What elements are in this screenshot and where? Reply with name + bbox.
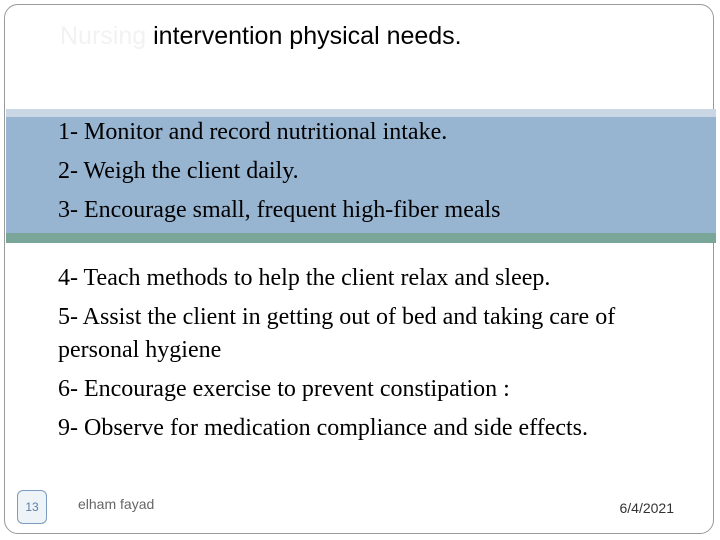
highlight-band-bottom-stripe	[6, 233, 716, 243]
list-item: 1- Monitor and record nutritional intake.	[58, 119, 448, 145]
list-item: 9- Observe for medication compliance and side effects.	[58, 415, 589, 441]
list-item: 3- Encourage small, frequent high-fiber meals	[58, 197, 501, 223]
highlighted-interventions-list	[58, 113, 501, 230]
title-prefix: Nursing	[60, 22, 147, 50]
slide-title	[60, 22, 462, 62]
list-item: 4- Teach methods to help the client relax and sleep.	[58, 265, 551, 291]
list-item: 2- Weigh the client daily.	[58, 158, 299, 184]
interventions-list	[58, 262, 688, 451]
list-item: 5- Assist the client in getting out of bed and taking care of personal hygiene	[58, 304, 616, 363]
slide-date: 6/4/2021	[619, 500, 674, 516]
list-item: 6- Encourage exercise to prevent constipation :	[58, 376, 510, 402]
author-name: elham fayad	[78, 496, 155, 512]
title-main: intervention physical needs.	[153, 22, 462, 50]
page-number: 13	[17, 490, 47, 524]
